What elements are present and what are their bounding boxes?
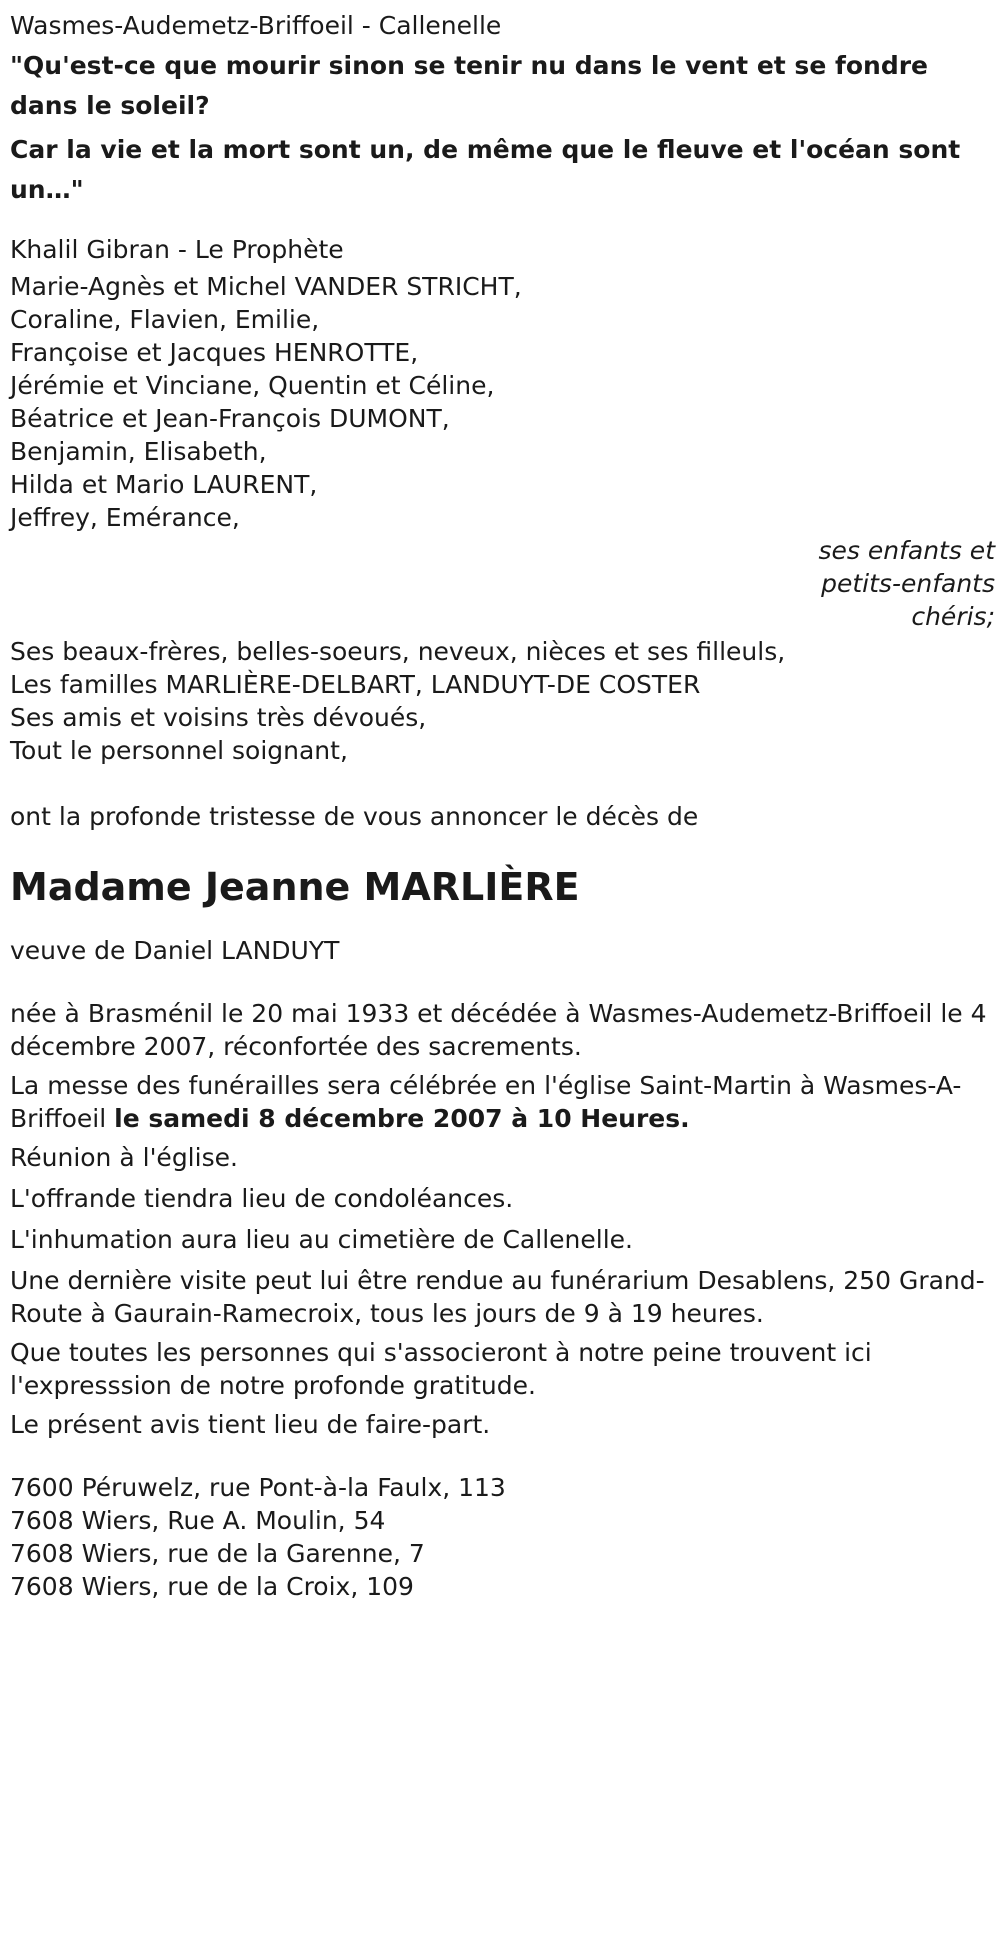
family-line: Tout le personnel soignant, [10, 736, 348, 765]
address-line: 7600 Péruwelz, rue Pont-à-la Faulx, 113 [10, 1473, 506, 1502]
offering-text: L'offrande tiendra lieu de condoléances. [10, 1184, 514, 1213]
mass-date: le samedi 8 décembre 2007 à 10 Heures. [114, 1104, 690, 1133]
meeting-text: Réunion à l'église. [10, 1143, 238, 1172]
family-line: Ses beaux-frères, belles-soeurs, neveux, nièces et ses filleuls, [10, 637, 786, 666]
gratitude-text: Que toutes les personnes qui s'associeront à notre peine trouvent ici l'expresssion de notre profonde gratitude. [10, 1338, 872, 1400]
notice-text: Le présent avis tient lieu de faire-part. [10, 1410, 491, 1439]
quote-line-2: Car la vie et la mort sont un, de même que le fleuve et l'océan sont un…" [10, 135, 961, 204]
address-line: 7608 Wiers, rue de la Garenne, 7 [10, 1539, 425, 1568]
children-line: Marie-Agnès et Michel VANDER STRICHT, [10, 272, 522, 301]
mass-text: La messe des funérailles sera célébrée en l'église Saint-Martin à Wasmes-A-Briffoeil [10, 1071, 962, 1133]
widow-of: veuve de Daniel LANDUYT [10, 936, 340, 965]
children-line: Coraline, Flavien, Emilie, [10, 305, 320, 334]
family-line: Ses amis et voisins très dévoués, [10, 703, 427, 732]
children-line: Benjamin, Elisabeth, [10, 437, 267, 466]
caption-line: petits-enfants [821, 569, 995, 598]
children-line: Hilda et Mario LAURENT, [10, 470, 318, 499]
mass-paragraph [10, 1069, 995, 1135]
birth-death-text: née à Brasménil le 20 mai 1933 et décédée à Wasmes-Audemetz-Briffoeil le 4 décembre 2007, réconfortée des sacrements. [10, 999, 987, 1061]
quote-line-1: "Qu'est-ce que mourir sinon se tenir nu dans le vent et se fondre dans le soleil? [10, 51, 929, 120]
address-line: 7608 Wiers, rue de la Croix, 109 [10, 1572, 414, 1601]
visit-text: Une dernière visite peut lui être rendue au funérarium Desablens, 250 Grand-Route à Gaurain-Ramecroix, tous les jours de 9 à 19 heures. [10, 1266, 985, 1328]
children-line: Jérémie et Vinciane, Quentin et Céline, [10, 371, 495, 400]
address-list [10, 1471, 1000, 1603]
quote-author: Khalil Gibran - Le Prophète [10, 235, 344, 264]
burial-text: L'inhumation aura lieu au cimetière de Callenelle. [10, 1225, 633, 1254]
family-line: Les familles MARLIÈRE-DELBART, LANDUYT-DE COSTER [10, 670, 701, 699]
children-line: Béatrice et Jean-François DUMONT, [10, 404, 450, 433]
location-header: Wasmes-Audemetz-Briffoeil - Callenelle [10, 11, 502, 40]
announcement-intro: ont la profonde tristesse de vous annoncer le décès de [10, 802, 699, 831]
children-line: Jeffrey, Emérance, [10, 503, 240, 532]
caption-line: ses enfants et [818, 536, 995, 565]
other-family-list [10, 635, 1000, 767]
address-line: 7608 Wiers, Rue A. Moulin, 54 [10, 1506, 386, 1535]
children-caption [10, 534, 995, 633]
children-list [10, 270, 1000, 534]
children-line: Françoise et Jacques HENROTTE, [10, 338, 419, 367]
caption-line: chéris; [911, 602, 995, 631]
deceased-name: Madame Jeanne MARLIÈRE [10, 865, 580, 909]
